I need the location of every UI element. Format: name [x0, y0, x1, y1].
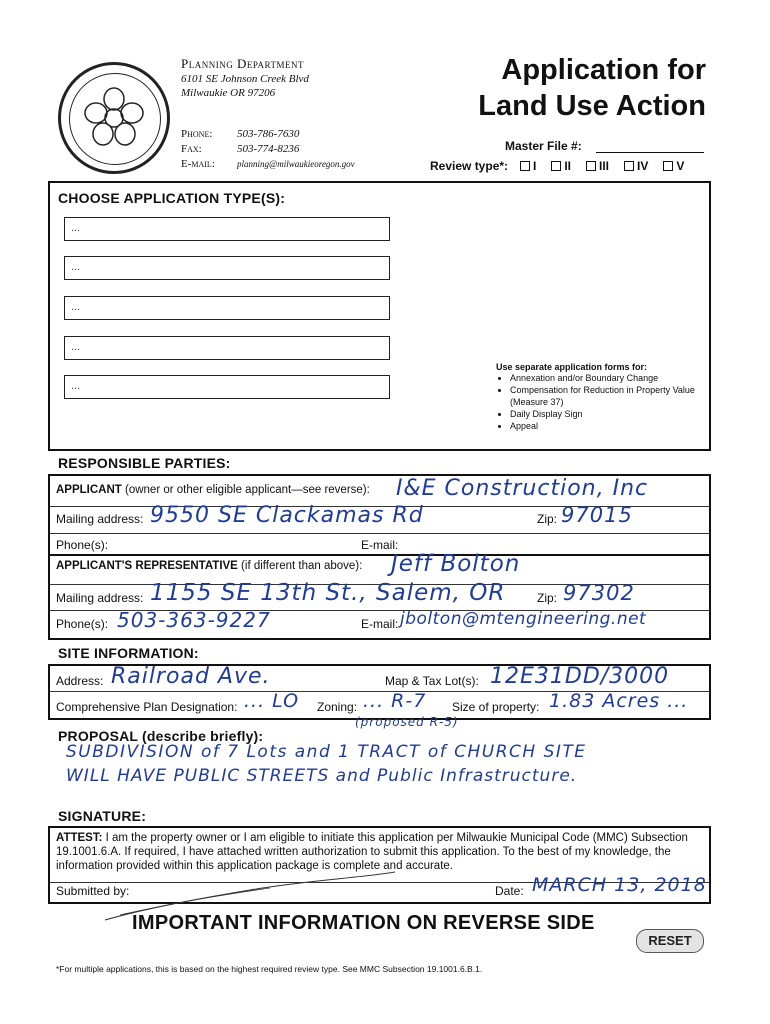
- list-item: • Appeal: [510, 420, 710, 432]
- page-title-line-2: Land Use Action: [478, 90, 706, 122]
- department-name: Planning Department: [181, 56, 304, 71]
- applicant-label: APPLICANT (owner or other eligible applicant—see reverse):: [56, 484, 370, 496]
- application-type-3[interactable]: ...: [64, 296, 390, 320]
- page-title-line-1: Application for: [501, 54, 706, 86]
- signature-title: SIGNATURE:: [58, 808, 147, 824]
- list-item: • Compensation for Reduction in Property Value (Measure 37): [510, 384, 710, 408]
- attest-text: ATTEST: I am the property owner or I am eligible to initiate this application per Milwaukie Municipal Code (MMC) Subsection 19.1001.6.A. If required, I have attached written authorization to submit this application. To the best of my knowledge, the information provided within this application package is complete and accurate.: [56, 832, 688, 872]
- comp-plan-value[interactable]: ... LO: [244, 690, 300, 712]
- review-type-options: [520, 159, 684, 173]
- zoning-proposed-note: (proposed R-5): [355, 715, 459, 729]
- representative-value[interactable]: Jeff Bolton: [391, 551, 521, 577]
- site-address-label: Address:: [56, 674, 104, 688]
- zip-value[interactable]: 97015: [561, 503, 633, 527]
- fax-value: 503-774-8236: [237, 143, 300, 155]
- list-item: • Annexation and/or Boundary Change: [510, 372, 710, 384]
- site-information-title: SITE INFORMATION:: [58, 645, 199, 661]
- footnote: *For multiple applications, this is based on the highest required review type. See MMC Subsection 19.1001.6.B.1.: [56, 964, 483, 974]
- address-line-1: 6101 SE Johnson Creek Blvd: [181, 73, 309, 85]
- rep-mailing-address-label: Mailing address:: [56, 591, 144, 605]
- submitted-by-label: Submitted by:: [56, 884, 130, 898]
- separate-forms-list: [496, 372, 710, 432]
- comp-plan-label: Comprehensive Plan Designation:: [56, 700, 238, 714]
- site-address-value[interactable]: Railroad Ave.: [111, 664, 271, 689]
- proposal-line-2[interactable]: WILL HAVE PUBLIC STREETS and Public Infrastructure.: [66, 766, 578, 786]
- size-label: Size of property:: [452, 700, 540, 714]
- checkbox-icon[interactable]: [586, 161, 596, 171]
- checkbox-icon[interactable]: [520, 161, 530, 171]
- zip-label: Zip:: [537, 512, 558, 526]
- review-type-v[interactable]: V: [663, 159, 684, 173]
- application-types-title: CHOOSE APPLICATION TYPE(S):: [58, 190, 286, 206]
- phones-label: Phone(s):: [56, 538, 109, 552]
- rep-zip-value[interactable]: 97302: [563, 581, 635, 605]
- mailing-address-label: Mailing address:: [56, 512, 144, 526]
- review-type-iii[interactable]: III: [586, 159, 609, 173]
- proposal-line-1[interactable]: SUBDIVISION of 7 Lots and 1 TRACT of CHURCH SITE: [66, 742, 587, 762]
- review-type-ii[interactable]: II: [551, 159, 571, 173]
- review-type-label: Review type*:: [430, 159, 509, 173]
- application-type-5[interactable]: ...: [64, 375, 390, 399]
- date-label: Date:: [495, 884, 524, 898]
- rep-email-label: E-mail:: [361, 617, 399, 631]
- date-value[interactable]: MARCH 13, 2018: [532, 874, 707, 896]
- master-file-label: Master File #:: [505, 139, 582, 153]
- mailing-address-value[interactable]: 9550 SE Clackamas Rd: [150, 503, 424, 528]
- application-type-4[interactable]: ...: [64, 336, 390, 360]
- email-value: planning@milwaukieoregon.gov: [237, 159, 355, 169]
- size-value[interactable]: 1.83 Acres ...: [549, 690, 689, 712]
- master-file-input[interactable]: [596, 152, 704, 153]
- application-type-1[interactable]: ...: [64, 217, 390, 241]
- rep-email-value[interactable]: jbolton@mtengineering.net: [400, 609, 647, 629]
- important-information-heading: IMPORTANT INFORMATION ON REVERSE SIDE: [132, 912, 595, 934]
- rep-phone-value[interactable]: 503-363-9227: [117, 608, 271, 632]
- map-tax-lot-label: Map & Tax Lot(s):: [385, 674, 479, 688]
- map-tax-lot-value[interactable]: 12E31DD/3000: [490, 664, 670, 689]
- representative-label: APPLICANT'S REPRESENTATIVE (if different than above):: [56, 560, 363, 572]
- zoning-label: Zoning:: [317, 700, 358, 714]
- reset-button[interactable]: RESET: [636, 929, 704, 953]
- email-label: E-mail:: [181, 158, 215, 170]
- rep-mailing-address-value[interactable]: 1155 SE 13th St., Salem, OR: [150, 580, 506, 606]
- phone-label: Phone:: [181, 128, 213, 140]
- fax-label: Fax:: [181, 143, 202, 155]
- review-type-i[interactable]: I: [520, 159, 536, 173]
- rep-zip-label: Zip:: [537, 591, 558, 605]
- responsible-parties-title: RESPONSIBLE PARTIES:: [58, 455, 231, 471]
- review-type-iv[interactable]: IV: [624, 159, 648, 173]
- checkbox-icon[interactable]: [663, 161, 673, 171]
- application-type-2[interactable]: ...: [64, 256, 390, 280]
- list-item: • Daily Display Sign: [510, 408, 710, 420]
- applicant-value[interactable]: I&E Construction, Inc: [396, 476, 649, 501]
- proposal-title: PROPOSAL (describe briefly):: [58, 728, 264, 744]
- email-label: E-mail:: [361, 538, 399, 552]
- checkbox-icon[interactable]: [551, 161, 561, 171]
- phone-value: 503-786-7630: [237, 128, 300, 140]
- separate-forms-title: Use separate application forms for:: [496, 362, 648, 372]
- city-seal: [58, 62, 170, 174]
- checkbox-icon[interactable]: [624, 161, 634, 171]
- zoning-value[interactable]: ... R-7: [363, 690, 427, 712]
- address-line-2: Milwaukie OR 97206: [181, 87, 276, 99]
- rep-phone-label: Phone(s):: [56, 617, 109, 631]
- seal-icon: [61, 65, 167, 171]
